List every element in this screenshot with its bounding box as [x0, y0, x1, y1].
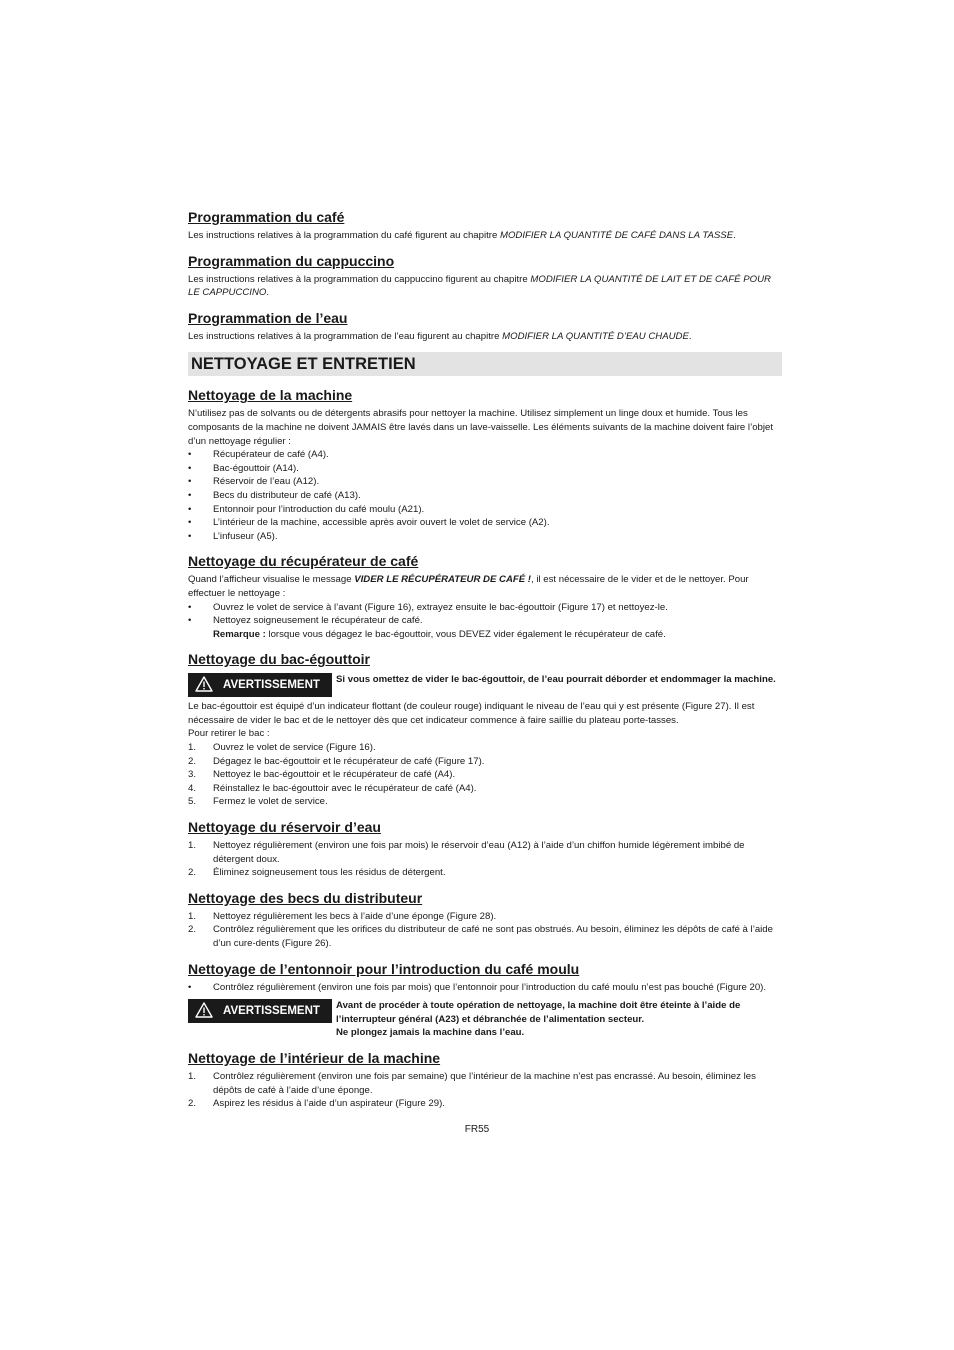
bullet-list	[188, 448, 782, 543]
paragraph: Quand l’afficheur visualise le message VIDER LE RÉCUPÉRATEUR DE CAFÉ !, il est nécessaire de le vider et de le nettoyer. Pour effectuer le nettoyage :	[188, 574, 749, 599]
list-item: 4. Réinstallez le bac-égouttoir avec le récupérateur de café (A4).	[188, 782, 477, 794]
warning-text: Avant de procéder à toute opération de nettoyage, la machine doit être éteinte à l’aide de l’interrupteur général (A23) et débranchée de l’alimentation secteur. Ne plongez jamais la machine dans l’eau.	[336, 1000, 741, 1039]
section-title: Nettoyage des becs du distributeur	[188, 889, 423, 906]
paragraph: Le bac-égouttoir est équipé d’un indicateur flottant (de couleur rouge) indiquant le niveau de l’eau qui y est présente (Figure 27). Il est nécessaire de vider le bac et de le nettoyer dès que cet indicateur commence à faire saillie du plateau porte-tasses.	[188, 701, 755, 726]
paragraph: Les instructions relatives à la programmation du cappuccino figurent au chapitre MODIFIER LA QUANTITÉ DE LAIT ET DE CAFÉ POUR LE CAPPUCCINO.	[188, 273, 771, 299]
numbered-list	[188, 910, 782, 951]
warning-triangle-icon	[188, 676, 223, 695]
list-item: • L’infuseur (A5).	[188, 530, 278, 542]
warning-label: AVERTISSEMENT	[223, 1005, 320, 1018]
paragraph: Les instructions relatives à la programmation de l’eau figurent au chapitre MODIFIER LA QUANTITÉ D’EAU CHAUDE.	[188, 330, 692, 342]
list-item: 2. Contrôlez régulièrement que les orifices du distributeur de café ne sont pas obstrués. Au besoin, éliminez les dépôts de café à l’aide d’un cure-dents (Figure 26).	[188, 924, 773, 949]
paragraph: N’utilisez pas de solvants ou de détergents abrasifs pour nettoyer la machine. Utilisez simplement un linge doux et humide. Tous les composants de la machine ne doivent JAMAIS être lavés dans un lave-vaisselle. Les éléments suivants de la machine doivent faire l’objet d’un nettoyage régulier :	[188, 408, 774, 447]
bullet-list	[188, 981, 782, 995]
section-title: Nettoyage de la machine	[188, 387, 353, 404]
list-item: 5. Fermez le volet de service.	[188, 796, 328, 808]
list-item: 2. Aspirez les résidus à l’aide d’un aspirateur (Figure 29).	[188, 1098, 445, 1110]
chapter-reference: MODIFIER LA QUANTITÉ DE LAIT ET DE CAFÉ POUR LE CAPPUCCINO	[188, 273, 771, 299]
list-item: • Récupérateur de café (A4).	[188, 449, 329, 461]
numbered-list	[188, 741, 782, 809]
section-programmation-cappuccino	[188, 252, 782, 300]
section-title: Nettoyage du bac-égouttoir	[188, 651, 371, 668]
list-item: 1. Nettoyez régulièrement (environ une fois par mois) le réservoir d’eau (A12) à l’aide d’un chiffon humide légèrement imbibé de détergent doux.	[188, 840, 745, 865]
section-title: Nettoyage de l’entonnoir pour l’introduction du café moulu	[188, 960, 580, 977]
warning-block	[188, 999, 782, 1040]
section-nettoyage-reservoir	[188, 818, 782, 880]
paragraph: Pour retirer le bac :	[188, 728, 270, 740]
section-nettoyage-becs	[188, 889, 782, 951]
list-item: • Réservoir de l’eau (A12).	[188, 476, 320, 488]
list-item: • Becs du distributeur de café (A13).	[188, 489, 361, 501]
list-item: • Bac-égouttoir (A14).	[188, 462, 299, 474]
section-title: Nettoyage du récupérateur de café	[188, 553, 419, 570]
list-item: 1. Nettoyez régulièrement les becs à l’aide d’une éponge (Figure 28).	[188, 910, 497, 922]
warning-triangle-icon	[188, 1002, 223, 1021]
section-nettoyage-entonnoir	[188, 960, 782, 1040]
section-nettoyage-interieur	[188, 1049, 782, 1111]
chapter-heading: NETTOYAGE ET ENTRETIEN	[188, 352, 782, 376]
chapter-reference: MODIFIER LA QUANTITÉ DE CAFÉ DANS LA TASSE	[499, 230, 734, 241]
list-item: 1. Ouvrez le volet de service (Figure 16).	[188, 742, 376, 754]
section-programmation-eau	[188, 309, 782, 344]
list-item: • Entonnoir pour l’introduction du café moulu (A21).	[188, 503, 425, 515]
list-item: 2. Dégagez le bac-égouttoir et le récupérateur de café (Figure 17).	[188, 755, 485, 767]
display-message: VIDER LE RÉCUPÉRATEUR DE CAFÉ !	[354, 574, 532, 586]
section-title: Nettoyage du réservoir d’eau	[188, 819, 381, 836]
list-item: 3. Nettoyez le bac-égouttoir et le récupérateur de café (A4).	[188, 769, 456, 781]
paragraph: Les instructions relatives à la programmation du café figurent au chapitre MODIFIER LA QUANTITÉ DE CAFÉ DANS LA TASSE.	[188, 230, 736, 241]
section-title: Programmation du café	[188, 209, 345, 225]
chapter-reference: MODIFIER LA QUANTITÉ D’EAU CHAUDE	[502, 330, 689, 342]
warning-text: Si vous omettez de vider le bac-égouttoir, de l’eau pourrait déborder et endommager la machine.	[336, 674, 776, 686]
numbered-list	[188, 839, 782, 880]
document-page	[188, 208, 782, 1120]
section-nettoyage-machine	[188, 386, 782, 543]
section-programmation-cafe	[188, 208, 782, 243]
note-label: Remarque :	[213, 628, 266, 640]
list-item: 1. Contrôlez régulièrement (environ une fois par semaine) que l’intérieur de la machine n’est pas encrassé. Au besoin, éliminez les dépôts de café à l’aide d’une éponge.	[188, 1070, 756, 1096]
warning-badge	[188, 673, 332, 697]
numbered-list	[188, 1070, 782, 1111]
warning-badge	[188, 999, 332, 1023]
bullet-list	[188, 601, 782, 642]
page-number: FR55	[464, 1124, 490, 1135]
section-title: Programmation du cappuccino	[188, 252, 395, 269]
list-item: • L’intérieur de la machine, accessible après avoir ouvert le volet de service (A2).	[188, 517, 550, 529]
warning-label: AVERTISSEMENT	[223, 679, 320, 692]
section-nettoyage-recuperateur	[188, 552, 782, 641]
list-item: • Contrôlez régulièrement (environ une fois par mois) que l’entonnoir pour l’introduction du café moulu n’est pas bouché (Figure 20).	[188, 981, 767, 993]
list-item: 2. Éliminez soigneusement tous les résidus de détergent.	[188, 867, 446, 879]
list-item: • Ouvrez le volet de service à l’avant (Figure 16), extrayez ensuite le bac-égouttoir (Figure 17) et nettoyez-le.	[188, 601, 668, 613]
list-item: • Nettoyez soigneusement le récupérateur de café. Remarque : lorsque vous dégagez le bac-égouttoir, vous DEVEZ vider également le récupérateur de café.	[188, 615, 666, 640]
section-title: Nettoyage de l’intérieur de la machine	[188, 1049, 441, 1066]
section-title: Programmation de l’eau	[188, 309, 348, 326]
warning-block	[188, 673, 782, 697]
section-nettoyage-bac	[188, 650, 782, 809]
